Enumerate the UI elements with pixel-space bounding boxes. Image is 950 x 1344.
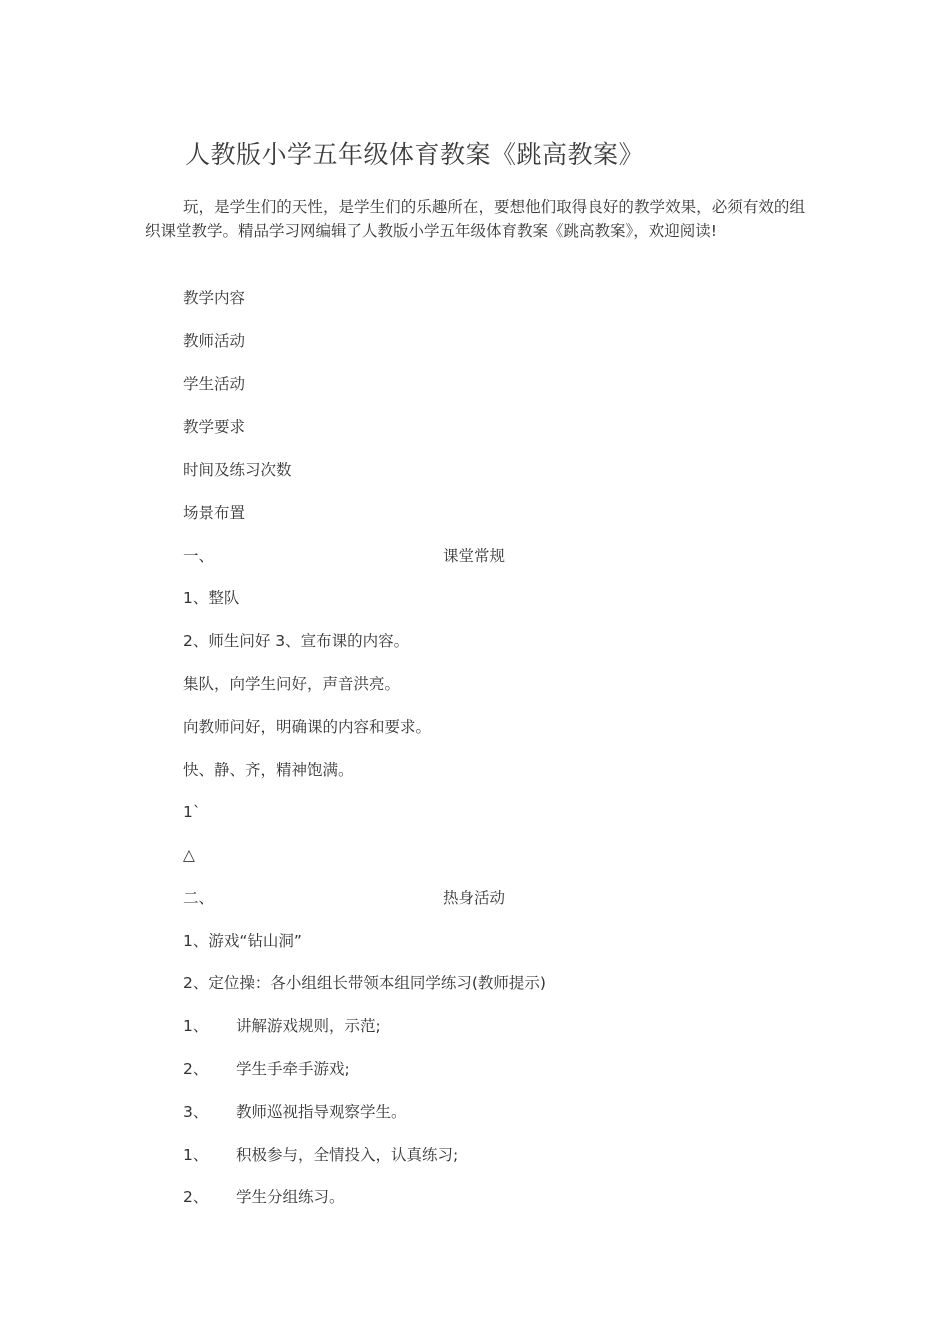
header-teaching-content: 教学内容 <box>183 289 246 307</box>
header-teaching-requirements: 教学要求 <box>183 418 246 436</box>
section1-line: 2、师生问好 3、宣布课的内容。 <box>183 632 410 650</box>
header-time-and-reps: 时间及练习次数 <box>183 461 292 479</box>
section2-list-item <box>183 1058 350 1080</box>
triangle-symbol: △ <box>183 846 195 864</box>
list-item-number: 2、 <box>183 1060 209 1078</box>
list-item-number: 1、 <box>183 1146 209 1164</box>
section1-line: 快、静、齐，精神饱满。 <box>183 761 354 779</box>
list-item-number: 1、 <box>183 1017 209 1035</box>
section1-line: 1、整队 <box>183 589 240 607</box>
header-student-activity: 学生活动 <box>183 375 246 393</box>
list-item-number: 2、 <box>183 1188 209 1206</box>
section2-line: 2、定位操：各小组组长带领本组同学练习(教师提示) <box>183 974 546 992</box>
list-item-text: 学生手牵手游戏; <box>236 1060 350 1078</box>
section2-list-item <box>183 1015 381 1037</box>
list-item-text: 学生分组练习。 <box>236 1188 345 1206</box>
section2-list-item <box>183 1101 407 1123</box>
intro-paragraph: 玩，是学生们的天性，是学生们的乐趣所在，要想他们取得良好的教学效果，必须有效的组织课堂教学。精品学习网编辑了人教版小学五年级体育教案《跳高教案》，欢迎阅读! <box>145 198 805 240</box>
section1-line: 集队，向学生问好，声音洪亮。 <box>183 675 401 693</box>
section2-list-item <box>183 1144 458 1166</box>
list-item-text: 积极参与，全情投入，认真练习; <box>236 1146 459 1164</box>
list-item-number: 3、 <box>183 1103 209 1121</box>
list-item-text: 讲解游戏规则，示范; <box>236 1017 381 1035</box>
section1-number: 一、 <box>183 547 215 565</box>
section2-list-item <box>183 1186 345 1208</box>
section1-line: 向教师问好，明确课的内容和要求。 <box>183 718 432 736</box>
section1-line: 1` <box>183 803 201 821</box>
list-item-text: 教师巡视指导观察学生。 <box>236 1103 407 1121</box>
section2-number: 二、 <box>183 889 215 907</box>
header-scene-layout: 场景布置 <box>183 504 246 522</box>
section2-title: 热身活动 <box>443 889 506 907</box>
header-teacher-activity: 教师活动 <box>183 332 246 350</box>
section1-title: 课堂常规 <box>443 547 506 565</box>
document-title: 人教版小学五年级体育教案《跳高教案》 <box>185 140 645 169</box>
section2-line: 1、游戏“钻山洞” <box>183 932 302 950</box>
